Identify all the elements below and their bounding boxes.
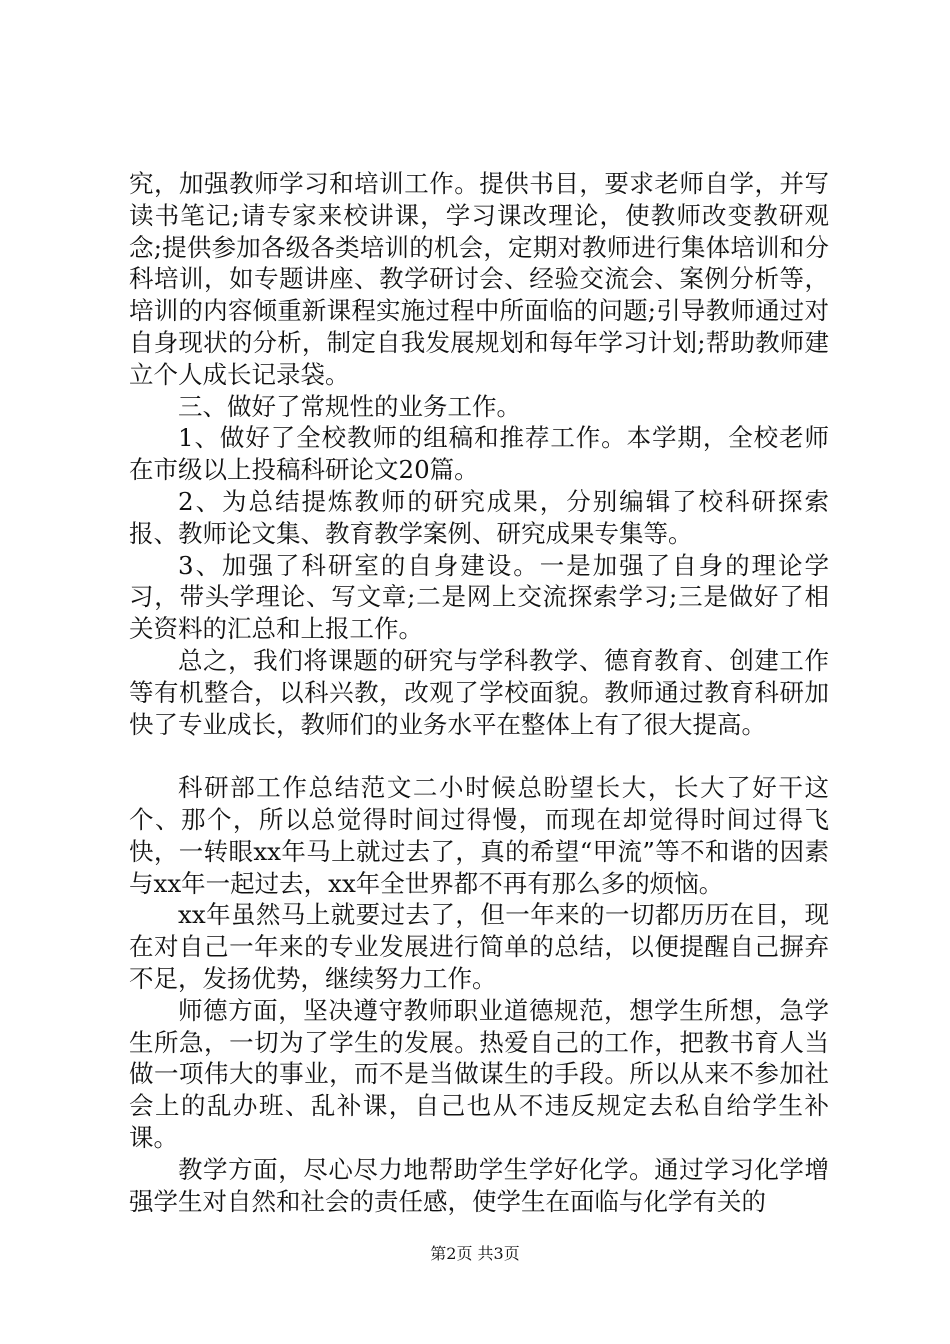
paragraph: 总之，我们将课题的研究与学科教学、德育教育、创建工作等有机整合，以科兴教，改观了学校面貌。教师通过教育科研加快了专业成长，教师们的业务水平在整体上有了很大提高。	[129, 645, 829, 739]
list-item: 3、加强了科研室的自身建设。一是加强了自身的理论学习，带头学理论、写文章;二是网上交流探索学习;三是做好了相关资料的汇总和上报工作。	[129, 550, 829, 644]
paragraph: 师德方面，坚决遵守教师职业道德规范，想学生所想，急学生所急，一切为了学生的发展。热爱自己的工作，把教书育人当做一项伟大的事业，而不是当做谋生的手段。所以从来不参加社会上的乱办班、乱补课，自己也从不违反规定去私自给学生补课。	[129, 995, 829, 1152]
paragraph: 教学方面，尽心尽力地帮助学生学好化学。通过学习化学增强学生对自然和社会的责任感，使学生在面临与化学有关的	[129, 1154, 829, 1216]
paragraph: xx年虽然马上就要过去了，但一年来的一切都历历在目，现在对自己一年来的专业发展进行简单的总结，以便提醒自己摒弃不足，发扬优势，继续努力工作。	[129, 900, 829, 993]
section-heading: 三、做好了常规性的业务工作。	[178, 391, 521, 421]
document-body	[129, 168, 829, 1217]
paragraph-spacer	[129, 740, 829, 772]
list-item: 2、为总结提炼教师的研究成果，分别编辑了校科研探索报、教师论文集、教育教学案例、研究成果专集等。	[129, 486, 829, 548]
paragraph-continuation: 究，加强教师学习和培训工作。提供书目，要求老师自学，并写读书笔记;请专家来校讲课，学习课改理论，使教师改变教研观念;提供参加各级各类培训的机会，定期对教师进行集体培训和分科培训，如专题讲座、教学研讨会、经验交流会、案例分析等，培训的内容倾重新课程实施过程中所面临的问题;引导教师通过对自身现状的分析，制定自我发展规划和每年学习计划;帮助教师建立个人成长记录袋。	[129, 169, 829, 389]
list-item: 1、做好了全校教师的组稿和推荐工作。本学期，全校老师在市级以上投稿科研论文20篇。	[129, 423, 829, 485]
paragraph: 科研部工作总结范文二小时候总盼望长大，长大了好干这个、那个，所以总觉得时间过得慢，而现在却觉得时间过得飞快，一转眼xx年马上就过去了，真的希望“甲流”等不和谐的因素与xx年一起过去，xx年全世界都不再有那么多的烦恼。	[129, 773, 829, 898]
page-number-footer: 第2页 共3页	[430, 1244, 520, 1263]
